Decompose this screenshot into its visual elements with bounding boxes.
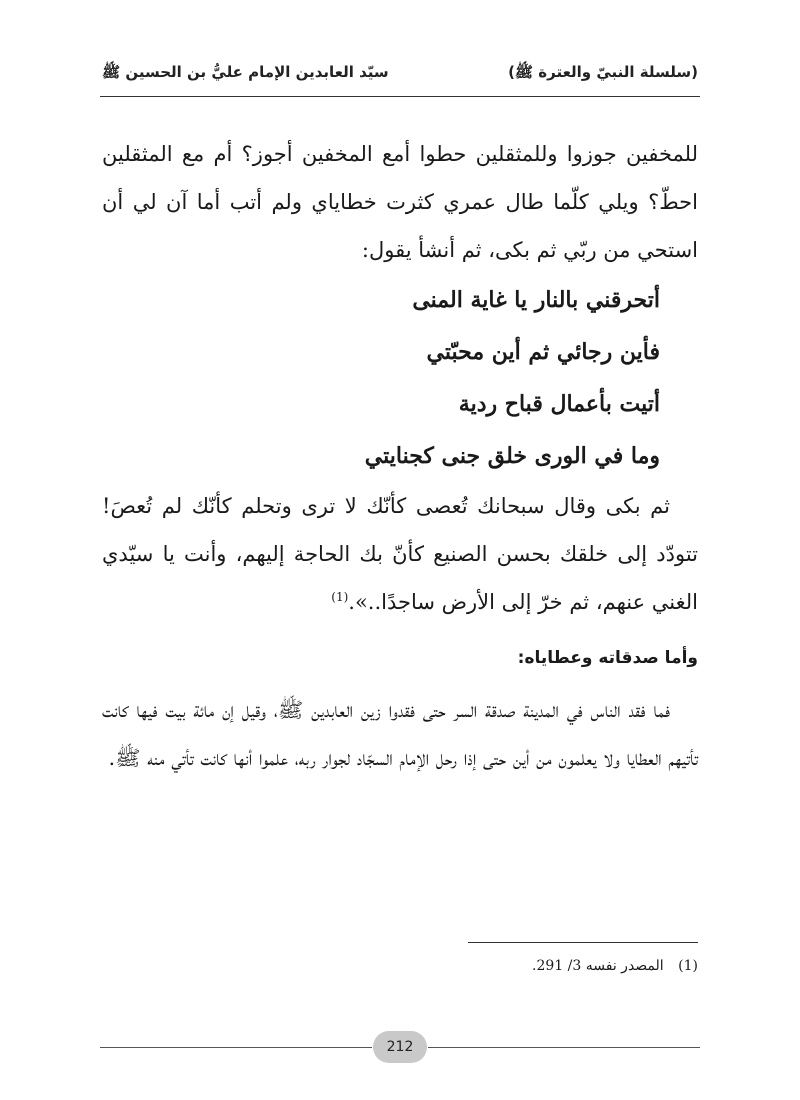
paragraph-1: للمخفين جوزوا وللمثقلين حطوا أمع المخفين أجوز؟ أم مع المثقلين احطّ؟ ويلي كلّما طال عمري كثرت خطاياي ولم أتب أما آن لي أن استحي من ربّي ثم بكى، ثم أنشأ يقول: [102, 142, 698, 262]
poem-verse-4: وما في الورى خلق جنى كجنايتي [364, 443, 660, 469]
poem-verse-3: أتيت بأعمال قباح ردية [458, 391, 660, 417]
running-header [102, 58, 698, 90]
page-number-rule-left [100, 1047, 372, 1048]
footnote-reference[interactable]: (1) [331, 590, 349, 604]
footnote-number: (1) [678, 958, 698, 974]
paragraph-2 [102, 482, 698, 626]
header-divider [100, 96, 700, 97]
series-title: (سلسلة النبيّ والعترة ﷺ) [508, 63, 698, 81]
footnote [102, 954, 698, 978]
footnote-text: المصدر نفسه 3/ 291. [532, 958, 664, 974]
section-heading: وأما صدقاته وعطاياه: [517, 648, 698, 668]
chapter-title: سيّد العابدين الإمام عليُّ بن الحسين ﷺ [102, 63, 389, 81]
paragraph-3: فما فقد الناس في المدينة صدقة السر حتى فقدوا زين العابدين ﷺ، وقيل إن مائة بيت فيها كانت تأتيهم العطايا ولا يعلمون من أين حتى إذا رحل الإمام السجّاد لجوار ربه، علموا أنها كانت تأتي منه ﷺ. [102, 698, 698, 770]
main-text [102, 130, 698, 782]
page-number-badge [373, 1031, 427, 1063]
paragraph-2-text: ثم بكى وقال سبحانك تُعصى كأنّك لا ترى وتحلم كأنّك لم تُعصَ! تتودّد إلى خلقك بحسن الصنيع كأنّ بك الحاجة إليهم، وأنت يا سيّدي الغني عنهم، ثم خرّ إلى الأرض ساجدًا..». [102, 494, 698, 614]
footnote-divider [468, 942, 698, 943]
page-number-rule-right [428, 1047, 700, 1048]
poem-verse-2: فأين رجائي ثم أين محبّتي [426, 339, 660, 365]
poem-verse-1: أتحرقني بالنار يا غاية المنى [412, 287, 660, 313]
poem [102, 274, 698, 482]
page-number: 212 [386, 1039, 414, 1055]
